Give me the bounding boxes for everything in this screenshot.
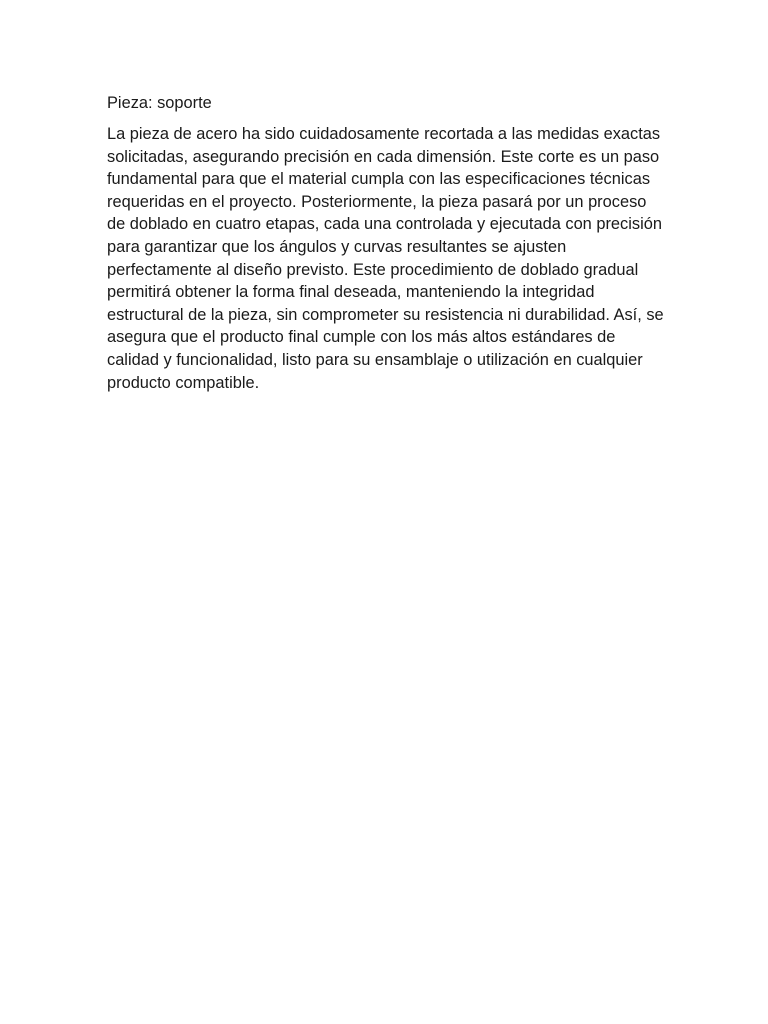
document-heading: Pieza: soporte [107, 94, 212, 112]
document-content [107, 92, 667, 394]
document-paragraph: La pieza de acero ha sido cuidadosamente recortada a las medidas exactas solicitadas, asegurando precisión en cada dimensión. Este corte es un paso fundamental para que el material cumpla con las especificaciones técnicas requeridas en el proyecto. Posteriormente, la pieza pasará por un proceso de doblado en cuatro etapas, cada una controlada y ejecutada con precisión para garantizar que los ángulos y curvas resultantes se ajusten perfectamente al diseño previsto. Este procedimiento de doblado gradual permitirá obtener la forma final deseada, manteniendo la integridad estructural de la pieza, sin comprometer su resistencia ni durabilidad. Así, se asegura que el producto final cumple con los más altos estándares de calidad y funcionalidad, listo para su ensamblaje o utilización en cualquier producto compatible. [107, 125, 664, 392]
